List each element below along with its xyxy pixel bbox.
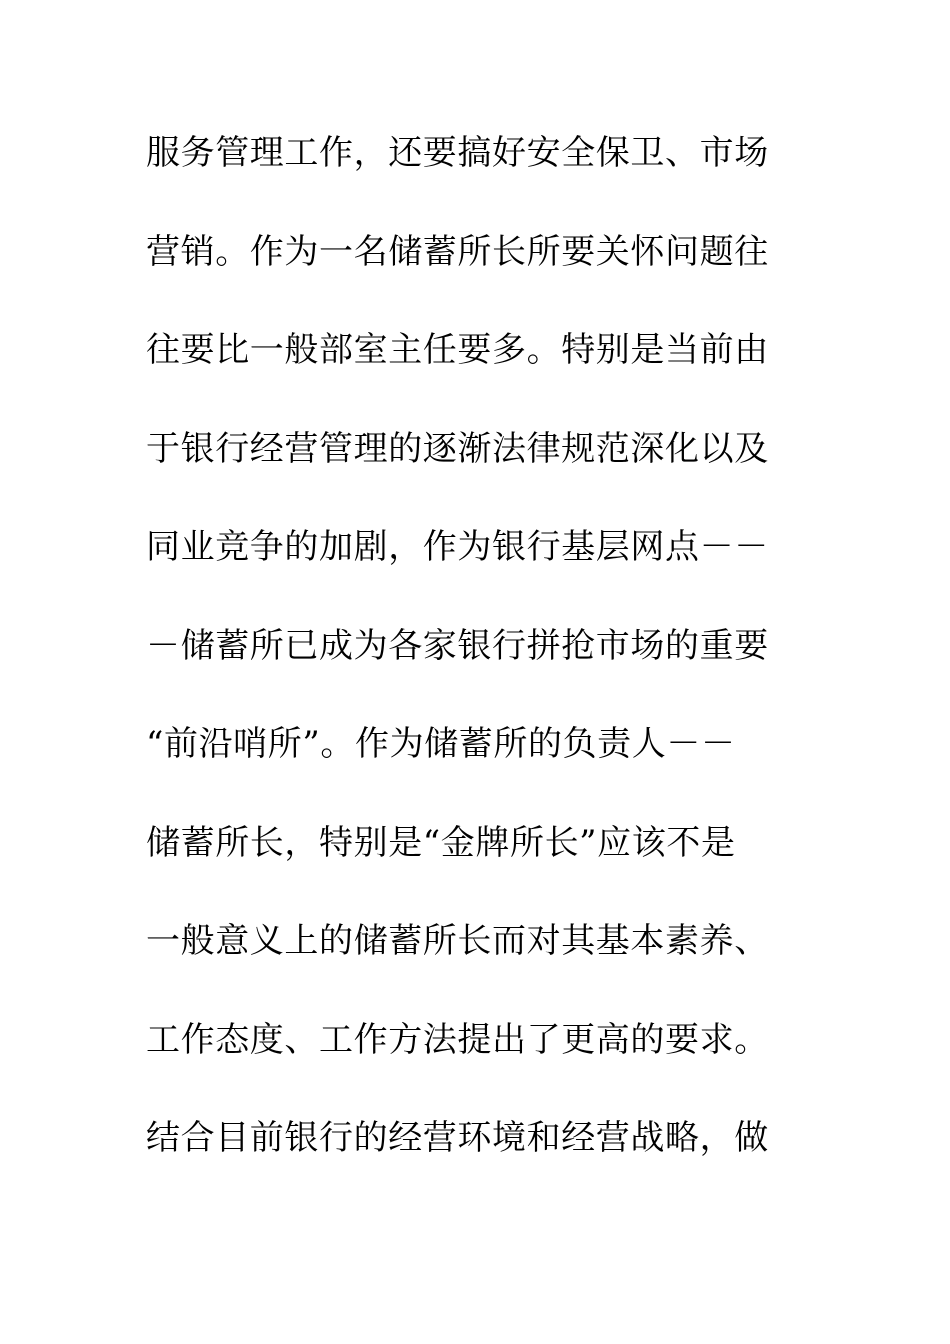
text-line-6: －储蓄所已成为各家银行拼抢市场的重要: [146, 625, 769, 666]
text-line-7: “前沿哨所”。作为储蓄所的负责人－－: [146, 724, 736, 764]
text-line-11: 结合目前银行的经营环境和经营战略，做: [146, 1118, 769, 1158]
text-line-10: 工作态度、工作方法提出了更高的要求。: [146, 1019, 769, 1060]
text-line-1: 服务管理工作，还要搞好安全保卫、市场: [146, 133, 769, 173]
text-line-4: 于银行经营管理的逐渐法律规范深化以及: [146, 428, 769, 469]
text-line-2: 营销。作为一名储蓄所长所要关怀问题往: [146, 231, 769, 272]
text-line-5: 同业竞争的加剧，作为银行基层网点－－: [146, 527, 769, 567]
text-line-9: 一般意义上的储蓄所长而对其基本素养、: [146, 921, 769, 961]
body-text: [146, 122, 786, 1206]
text-line-8: 储蓄所长，特别是“金牌所长”应该不是: [146, 822, 736, 863]
text-line-3: 往要比一般部室主任要多。特别是当前由: [146, 330, 769, 370]
